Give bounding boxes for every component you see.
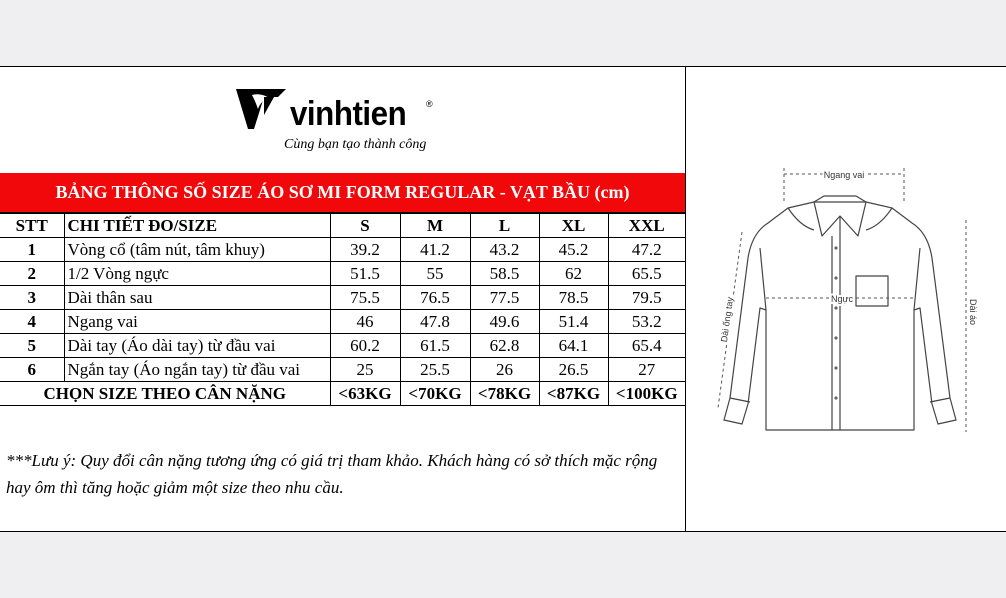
cell-value: 47.2 (608, 238, 685, 262)
cell-value: 78.5 (539, 286, 608, 310)
cell-value: 45.2 (539, 238, 608, 262)
weight-guide-label: CHỌN SIZE THEO CÂN NẶNG (0, 382, 330, 406)
length-label: Dài áo (968, 298, 978, 326)
shirt-measurement-diagram (700, 98, 990, 438)
table-header-row (0, 214, 685, 238)
cell-value: 65.5 (608, 262, 685, 286)
cell-value: 65.4 (608, 334, 685, 358)
table-row (0, 262, 685, 286)
cell-value: 51.4 (539, 310, 608, 334)
header-size-xl: XL (539, 214, 608, 238)
table-row (0, 358, 685, 382)
row-detail: Ngang vai (64, 310, 330, 334)
chest-label: Ngực (830, 294, 854, 304)
cell-value: 62 (539, 262, 608, 286)
cell-value: 41.2 (400, 238, 470, 262)
row-detail: 1/2 Vòng ngực (64, 262, 330, 286)
registered-mark: ® (426, 99, 433, 109)
header-stt: STT (0, 214, 64, 238)
row-detail: Dài thân sau (64, 286, 330, 310)
cell-value: 76.5 (400, 286, 470, 310)
row-stt: 2 (0, 262, 64, 286)
chart-title: BẢNG THÔNG SỐ SIZE ÁO SƠ MI FORM REGULAR - VẠT BẦU (cm) (0, 173, 685, 213)
cell-value: 39.2 (330, 238, 400, 262)
cell-value: 75.5 (330, 286, 400, 310)
logo-mark-icon (234, 85, 288, 133)
shoulder-label: Ngang vai (823, 170, 865, 180)
cell-value: 79.5 (608, 286, 685, 310)
cell-value: 26.5 (539, 358, 608, 382)
weight-value: <78KG (470, 382, 539, 406)
weight-value: <100KG (608, 382, 685, 406)
weight-value: <87KG (539, 382, 608, 406)
cell-value: 58.5 (470, 262, 539, 286)
cell-value: 49.6 (470, 310, 539, 334)
table-row (0, 310, 685, 334)
sleeve-label: Dài ống tay (718, 296, 736, 343)
vertical-divider (685, 67, 686, 531)
header-detail: CHI TIẾT ĐO/SIZE (64, 214, 330, 238)
cell-value: 51.5 (330, 262, 400, 286)
header-size-xxl: XXL (608, 214, 685, 238)
row-stt: 6 (0, 358, 64, 382)
brand-slogan: Cùng bạn tạo thành công (284, 137, 427, 152)
weight-guide-row (0, 382, 685, 406)
weight-value: <70KG (400, 382, 470, 406)
cell-value: 47.8 (400, 310, 470, 334)
brand-logo (234, 85, 444, 155)
table-row (0, 238, 685, 262)
header-size-s: S (330, 214, 400, 238)
size-table (0, 213, 685, 406)
cell-value: 53.2 (608, 310, 685, 334)
brand-name: vinhtien (290, 95, 407, 133)
cell-value: 25.5 (400, 358, 470, 382)
row-stt: 1 (0, 238, 64, 262)
cell-value: 26 (470, 358, 539, 382)
row-detail: Dài tay (Áo dài tay) từ đầu vai (64, 334, 330, 358)
table-row (0, 286, 685, 310)
table-row (0, 334, 685, 358)
cell-value: 60.2 (330, 334, 400, 358)
size-note: ***Lưu ý: Quy đổi cân nặng tương ứng có giá trị tham khảo. Khách hàng có sở thích mặc rộng hay ôm thì tăng hoặc giảm một size theo nhu cầu. (6, 451, 658, 497)
row-detail: Ngắn tay (Áo ngắn tay) từ đầu vai (64, 358, 330, 382)
header-size-l: L (470, 214, 539, 238)
row-stt: 3 (0, 286, 64, 310)
weight-value: <63KG (330, 382, 400, 406)
row-detail: Vòng cổ (tâm nút, tâm khuy) (64, 238, 330, 262)
cell-value: 62.8 (470, 334, 539, 358)
cell-value: 46 (330, 310, 400, 334)
cell-value: 25 (330, 358, 400, 382)
cell-value: 55 (400, 262, 470, 286)
cell-value: 64.1 (539, 334, 608, 358)
header-size-m: M (400, 214, 470, 238)
cell-value: 77.5 (470, 286, 539, 310)
row-stt: 4 (0, 310, 64, 334)
cell-value: 27 (608, 358, 685, 382)
cell-value: 43.2 (470, 238, 539, 262)
cell-value: 61.5 (400, 334, 470, 358)
row-stt: 5 (0, 334, 64, 358)
